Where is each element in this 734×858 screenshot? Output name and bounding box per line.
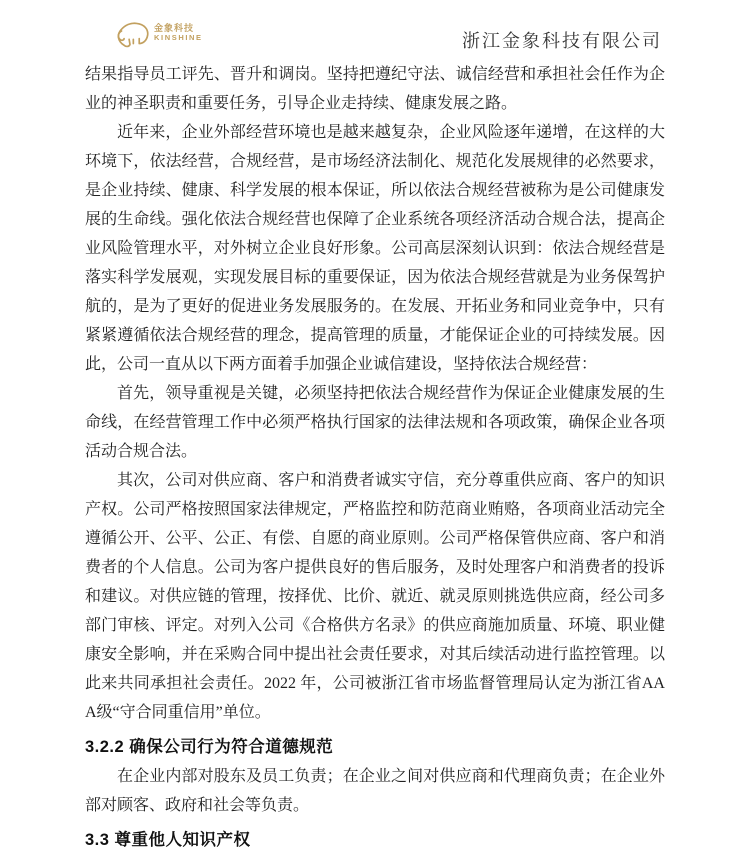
logo-brand-name-en: KINSHINE xyxy=(154,33,203,43)
header-company-name: 浙江金象科技有限公司 xyxy=(462,31,662,51)
paragraph: 在企业内部对股东及员工负责；在企业之间对供应商和代理商负责；在企业外部对顾客、政府和社会等负责。 xyxy=(85,768,665,814)
paragraph: 近年来，企业外部经营环境也是越来越复杂，企业风险逐年递增，在这样的大环境下，依法经营，合规经营，是市场经济法制化、规范化发展规律的必然要求，是企业持续、健康、科学发展的根本保证，所以依法合规经营被称为是公司健康发展的生命线。强化依法合规经营也保障了企业系统各项经济活动合规合法，提高企业风险管理水平，对外树立企业良好形象。公司高层深刻认识到：依法合规经营是落实科学发展观，实现发展目标的重要保证，因为依法合规经营就是为业务保驾护航的，是为了更好的促进业务发展服务的。在发展、开拓业务和同业竞争中，只有紧紧遵循依法合规经营的理念，提高管理的质量，才能保证企业的可持续发展。因此，公司一直从以下两方面着手加强企业诚信建设，坚持依法合规经营： xyxy=(85,124,665,373)
page-header xyxy=(0,0,734,56)
paragraph-continuation: 结果指导员工评先、晋升和调岗。坚持把遵纪守法、诚信经营和承担社会任作为企业的神圣职责和重要任务，引导企业走持续、健康发展之路。 xyxy=(85,66,665,112)
section-heading-3-3: 3.3 尊重他人知识产权 xyxy=(85,831,251,849)
document-body xyxy=(85,60,665,855)
company-logo xyxy=(114,15,203,52)
logo-wordmark xyxy=(154,24,203,42)
paragraph: 首先，领导重视是关键，必须坚持把依法合规经营作为保证企业健康发展的生命线，在经营管理工作中必须严格执行国家的法律法规和各项政策，确保企业各项活动合规合法。 xyxy=(85,385,665,460)
paragraph: 其次，公司对供应商、客户和消费者诚实守信，充分尊重供应商、客户的知识产权。公司严格按照国家法律规定，严格监控和防范商业贿赂，各项商业活动完全遵循公开、公平、公正、有偿、自愿的商业原则。公司严格保管供应商、客户和消费者的个人信息。公司为客户提供良好的售后服务，及时处理客户和消费者的投诉和建议。对供应链的管理，按择优、比价、就近、就灵原则挑选供应商，经公司多部门审核、评定。对列入公司《合格供方名录》的供应商施加质量、环境、职业健康安全影响，并在采购合同中提出社会责任要求，对其后续活动进行监控管理。以此来共同承担社会责任。2022 年，公司被浙江省市场监督管理局认定为浙江省AAA级“守合同重信用”单位。 xyxy=(85,472,665,721)
section-heading-3-2-2: 3.2.2 确保公司行为符合道德规范 xyxy=(85,738,334,756)
elephant-logo-icon xyxy=(114,15,151,52)
logo-brand-name-cn: 金象科技 xyxy=(154,23,195,34)
